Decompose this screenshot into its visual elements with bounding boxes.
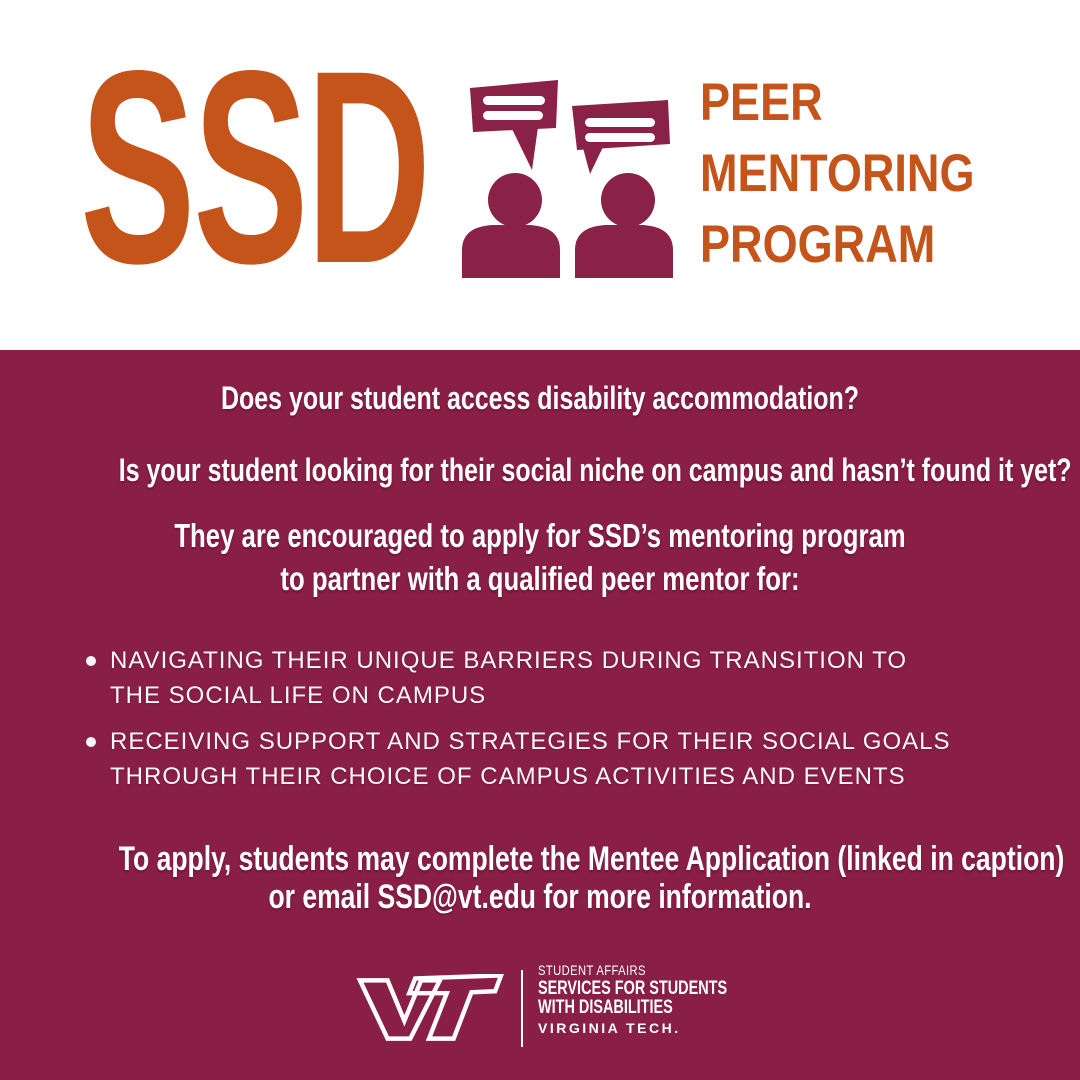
bullet-text: THROUGH THEIR CHOICE OF CAMPUS ACTIVITIES AND EVENTS	[110, 763, 906, 790]
student-affairs-label	[538, 961, 787, 979]
virginia-tech-wordmark: VIRGINIA TECH.	[538, 1020, 681, 1036]
program-title-line: PROGRAM	[700, 215, 936, 274]
bullet-text: RECEIVING SUPPORT AND STRATEGIES FOR THEIR SOCIAL GOALS	[110, 728, 951, 755]
services-label-line2	[538, 998, 787, 1017]
bullet-text: NAVIGATING THEIR UNIQUE BARRIERS DURING TRANSITION TO	[110, 647, 908, 674]
question-2	[0, 452, 1080, 488]
services-text-line2: WITH DISABILITIES	[538, 997, 673, 1018]
program-title-line: PEER	[700, 73, 823, 132]
list-item	[86, 724, 1060, 794]
person-left-icon	[462, 173, 560, 278]
content-section	[0, 350, 1080, 1080]
services-label-line1	[538, 979, 787, 998]
two-people-chat-icon	[462, 78, 674, 278]
ssd-acronym-text: SSD	[80, 14, 429, 321]
speech-bubble-left-icon	[470, 80, 558, 170]
question-2-text: Is your student looking for their social niche on campus and hasn’t found it yet?	[118, 452, 1072, 488]
student-affairs-text: STUDENT AFFAIRS	[538, 962, 646, 978]
intro-line: to partner with a qualified peer mentor for:	[280, 560, 800, 597]
apply-paragraph	[0, 840, 1080, 916]
bullet-text: THE SOCIAL LIFE ON CAMPUS	[110, 682, 487, 709]
footer-text-block	[538, 961, 787, 1037]
bullet-dot-icon	[86, 737, 96, 747]
bullet-dot-icon	[86, 656, 96, 666]
apply-line: or email SSD@vt.edu for more information.	[268, 878, 812, 916]
intro-line: They are encouraged to apply for SSD’s mentoring program	[174, 517, 906, 554]
apply-line: To apply, students may complete the Mentee Application (linked in caption)	[118, 840, 1065, 878]
list-item	[86, 643, 1060, 713]
vt-logo-icon	[356, 974, 504, 1044]
program-title-line: MENTORING	[700, 144, 975, 203]
person-right-icon	[575, 173, 673, 278]
footer-divider	[521, 970, 523, 1047]
services-text-line1: SERVICES FOR STUDENTS	[538, 978, 728, 999]
question-1	[0, 380, 1080, 416]
question-1-text: Does your student access disability accommodation?	[220, 380, 860, 416]
intro-paragraph	[0, 514, 1080, 600]
program-title	[700, 67, 1023, 280]
